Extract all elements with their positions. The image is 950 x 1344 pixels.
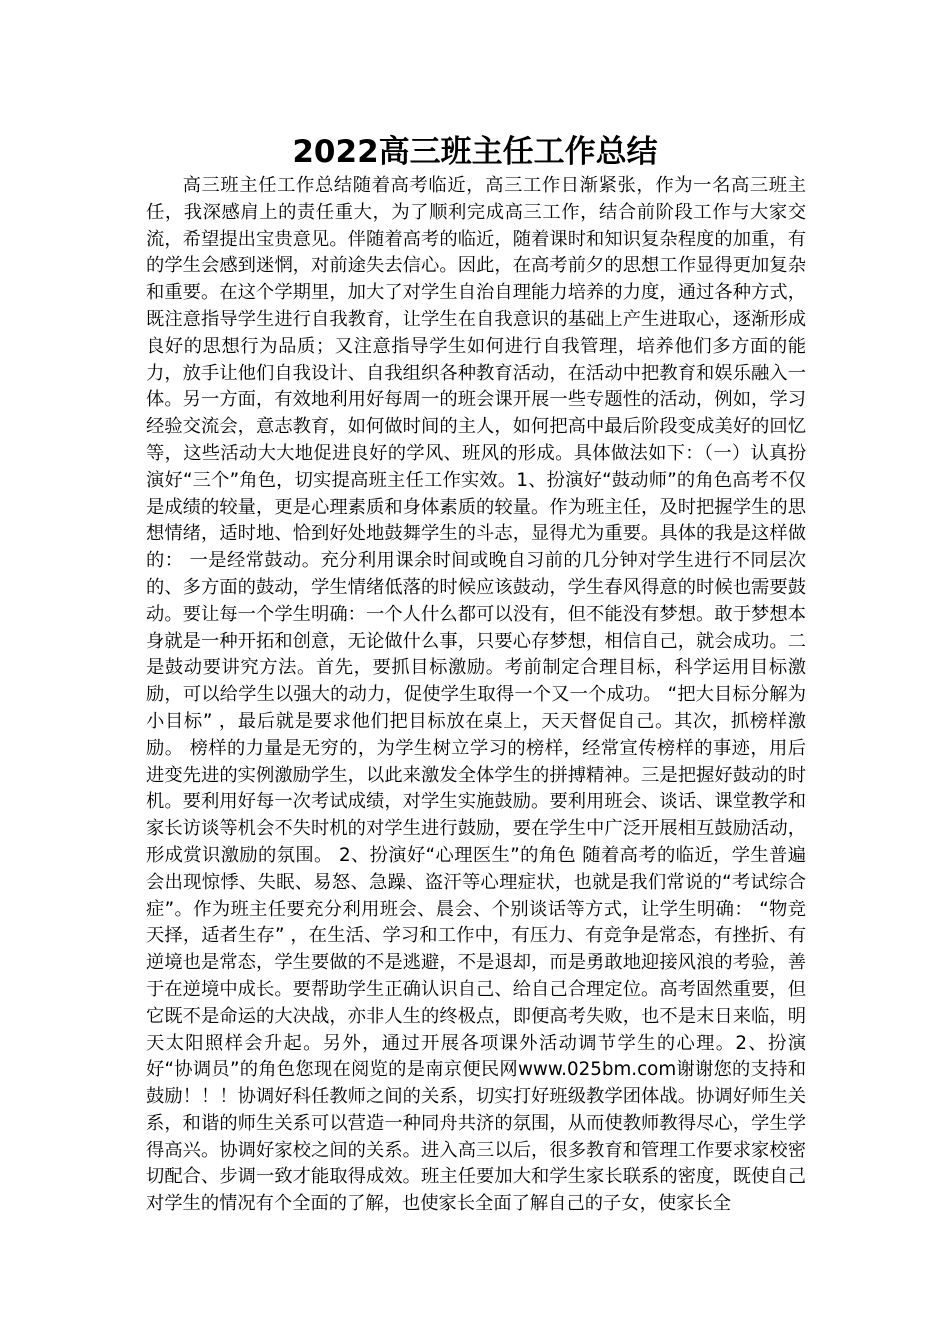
document-body-paragraph: 高三班主任工作总结随着高考临近，高三工作日渐紧张，作为一名高三班主任，我深感肩上的责任重大，为了顺利完成高三工作，结合前阶段工作与大家交流，希望提出宝贵意见。伴随着高考的临近，随着课时和知识复杂程度的加重，有的学生会感到迷惘，对前途失去信心。因此，在高考前夕的思想工作显得更加复杂和重要。在这个学期里，加大了对学生自治自理能力培养的力度，通过各种方式，既注意指导学生进行自我教育，让学生在自我意识的基础上产生进取心，逐渐形成良好的思想行为品质；又注意指导学生如何进行自我管理，培养他们多方面的能力，放手让他们自我设计、自我组织各种教育活动，在活动中把教育和娱乐融入一体。另一方面，有效地利用好每周一的班会课开展一些专题性的活动，例如，学习经验交流会，意志教育，如何做时间的主人，如何把高中最后阶段变成美好的回忆等，这些活动大大地促进良好的学风、班风的形成。具体做法如下：（一）认真扮演好“三个”角色，切实提高班主任工作实效。1、扮演好“鼓动师”的角色高考不仅是成绩的较量，更是心理素质和身体素质的较量。作为班主任，及时把握学生的思想情绪，适时地、恰到好处地鼓舞学生的斗志，显得尤为重要。具体的我是这样做的： 一是经常鼓动。充分利用课余时间或晚自习前的几分钟对学生进行不同层次的、多方面的鼓动，学生情绪低落的时候应该鼓动，学生春风得意的时候也需要鼓动。要让每一个学生明确：一个人什么都可以没有，但不能没有梦想。敢于梦想本身就是一种开拓和创意，无论做什么事，只要心存梦想，相信自己，就会成功。二是鼓动要讲究方法。首先，要抓目标激励。考前制定合理目标，科学运用目标激励，可以给学生以强大的动力，促使学生取得一个又一个成功。 “把大目标分解为小目标” ，最后就是要求他们把目标放在桌上，天天督促自己。其次，抓榜样激励。 榜样的力量是无穷的，为学生树立学习的榜样，经常宣传榜样的事迹，用后进变先进的实例激励学生，以此来激发全体学生的拼搏精神。三是把握好鼓动的时机。要利用好每一次考试成绩，对学生实施鼓励。要利用班会、谈话、课堂教学和家长访谈等机会不失时机的对学生进行鼓励，要在学生中广泛开展相互鼓励活动，形成赏识激励的氛围。 2、扮演好“心理医生”的角色 随着高考的临近，学生普遍会出现惊悸、失眠、易怒、急躁、盗汗等心理症状，也就是我们常说的“考试综合症”。作为班主任要充分利用班会、晨会、个别谈话等方式，让学生明确： “物竞天择，适者生存” ，在生活、学习和工作中，有压力、有竞争是常态，有挫折、有逆境也是常态，学生要做的不是逃避，不是退却，而是勇敢地迎接风浪的考验，善于在逆境中成长。要帮助学生正确认识自己、给自己合理定位。高考固然重要，但它既不是命运的大决战，亦非人生的终极点，即便高考失败，也不是末日来临，明天太阳照样会升起。另外，通过开展各项课外活动调节学生的心理。2、扮演好“协调员”的角色您现在阅览的是南京便民网www.025bm.com谢谢您的支持和鼓励！！！协调好科任教师之间的关系，切实打好班级教学团体战。协调好师生关系，和谐的师生关系可以营造一种同舟共济的氛围，从而使教师教得尽心，学生学得高兴。协调好家校之间的关系。进入高三以后，很多教育和管理工作要求家校密切配合、步调一致才能取得成效。班主任要加大和学生家长联系的密度，既使自己对学生的情况有个全面的了解，也使家长全面了解自己的子女，使家长全 (146, 175, 806, 1215)
document-title: 2022高三班主任工作总结 (292, 134, 658, 170)
